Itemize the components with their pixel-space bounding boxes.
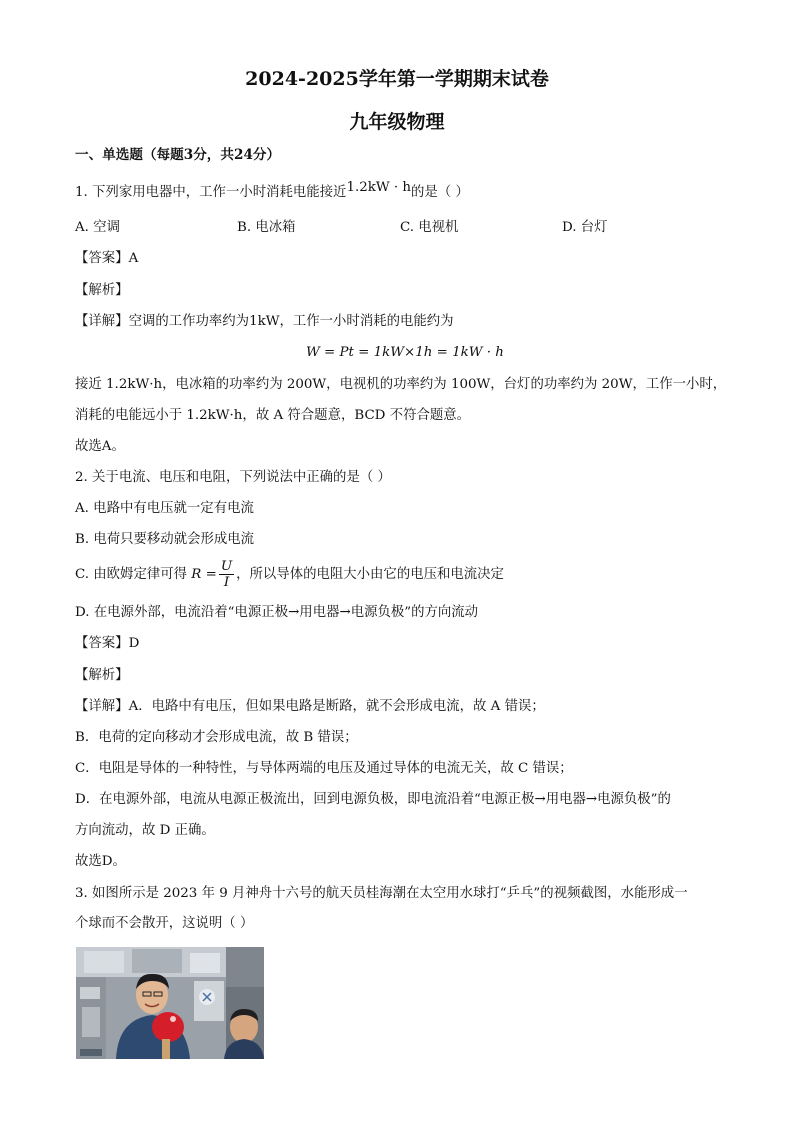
question-3-stem-line1: 3. 如图所示是 2023 年 9 月神舟十六号的航天员桂海潮在太空用水球打“乒乓”的视频截图，水能形成一 (75, 886, 688, 901)
question-3-stem-line2: 个球而不会散开，这说明（ ） (75, 916, 254, 931)
question-1-detail-line3: 消耗的电能远小于 1.2kW·h，故 A 符合题意，BCD 不符合题意。 (75, 408, 471, 423)
option-c-tail: ，所以导体的电阻大小由它的电压和电流决定 (236, 567, 504, 582)
fraction-numerator: U (220, 559, 233, 574)
answer-value: D (128, 636, 140, 651)
detail-tag: 【详解】 (75, 699, 129, 714)
detail-tag: 【详解】 (75, 314, 129, 329)
page-subtitle: 九年级物理 (349, 111, 445, 133)
page-title: 2024-2025学年第一学期期末试卷 (245, 68, 549, 90)
question-1-answer (75, 250, 138, 268)
question-2-option-a: A. 电路中有电压就一定有电流 (75, 501, 254, 516)
question-1-stem-text: 1. 下列家用电器中，工作一小时消耗电能接近 (75, 185, 347, 200)
question-2-detail-a (75, 698, 545, 716)
question-2-option-c (75, 558, 504, 592)
question-2-option-b: B. 电荷只要移动就会形成电流 (75, 532, 255, 547)
question-2-stem: 2. 关于电流、电压和电阻，下列说法中正确的是（ ） (75, 470, 391, 485)
question-1-option-c: C. 电视机 (400, 220, 459, 235)
question-1-option-a: A. 空调 (75, 220, 120, 235)
detail-text: 空调的工作功率约为1kW，工作一小时消耗的电能约为 (128, 314, 454, 329)
question-2-analysis-tag: 【解析】 (75, 668, 129, 683)
question-2-detail-b: B．电荷的定向移动才会形成电流，故 B 错误； (75, 730, 358, 745)
question-2-answer (75, 635, 139, 653)
answer-tag: 【答案】 (75, 251, 129, 266)
question-1-detail-line1 (75, 313, 454, 331)
option-c-text: C. 由欧姆定律可得 (75, 567, 188, 582)
question-1-analysis-tag: 【解析】 (75, 283, 129, 298)
question-1-option-d: D. 台灯 (562, 220, 608, 235)
answer-tag: 【答案】 (75, 636, 129, 651)
answer-value: A (128, 251, 139, 266)
option-c-fraction (219, 559, 234, 590)
question-2-detail-c: C．电阻是导体的一种特性，与导体两端的电压及通过导体的电流无关，故 C 错误； (75, 761, 573, 776)
question-1-stem-math: 1.2kW · h (346, 180, 412, 195)
question-1-option-b: B. 电冰箱 (237, 220, 296, 235)
question-1-detail-line2: 接近 1.2kW·h，电冰箱的功率约为 200W，电视机的功率约为 100W，台灯的功率约为 20W，工作一小时， (75, 377, 727, 392)
question-2-conclusion: 故选D。 (75, 854, 126, 869)
question-1-stem (75, 180, 469, 202)
question-2-detail-d2: 方向流动，故 D 正确。 (75, 823, 215, 838)
question-2-option-d: D. 在电源外部，电流沿着“电源正极→用电器→电源负极”的方向流动 (75, 605, 479, 620)
detail-text: A．电路中有电压，但如果电路是断路，就不会形成电流，故 A 错误； (128, 699, 545, 714)
fraction-denominator: I (223, 575, 230, 590)
question-1-stem-tail: 的是（ ） (411, 185, 469, 200)
option-c-r: R = (191, 567, 217, 582)
question-2-detail-d1: D．在电源外部，电流从电源正极流出，回到电源负极，即电流沿着“电源正极→用电器→电源负极”的 (75, 792, 671, 807)
space-station-photo (76, 947, 264, 1059)
section-heading: 一、单选题（每题3分，共24分） (75, 147, 281, 163)
question-1-conclusion: 故选A。 (75, 439, 125, 454)
question-1-formula: W = Pt = 1kW×1h = 1kW · h (306, 345, 504, 360)
